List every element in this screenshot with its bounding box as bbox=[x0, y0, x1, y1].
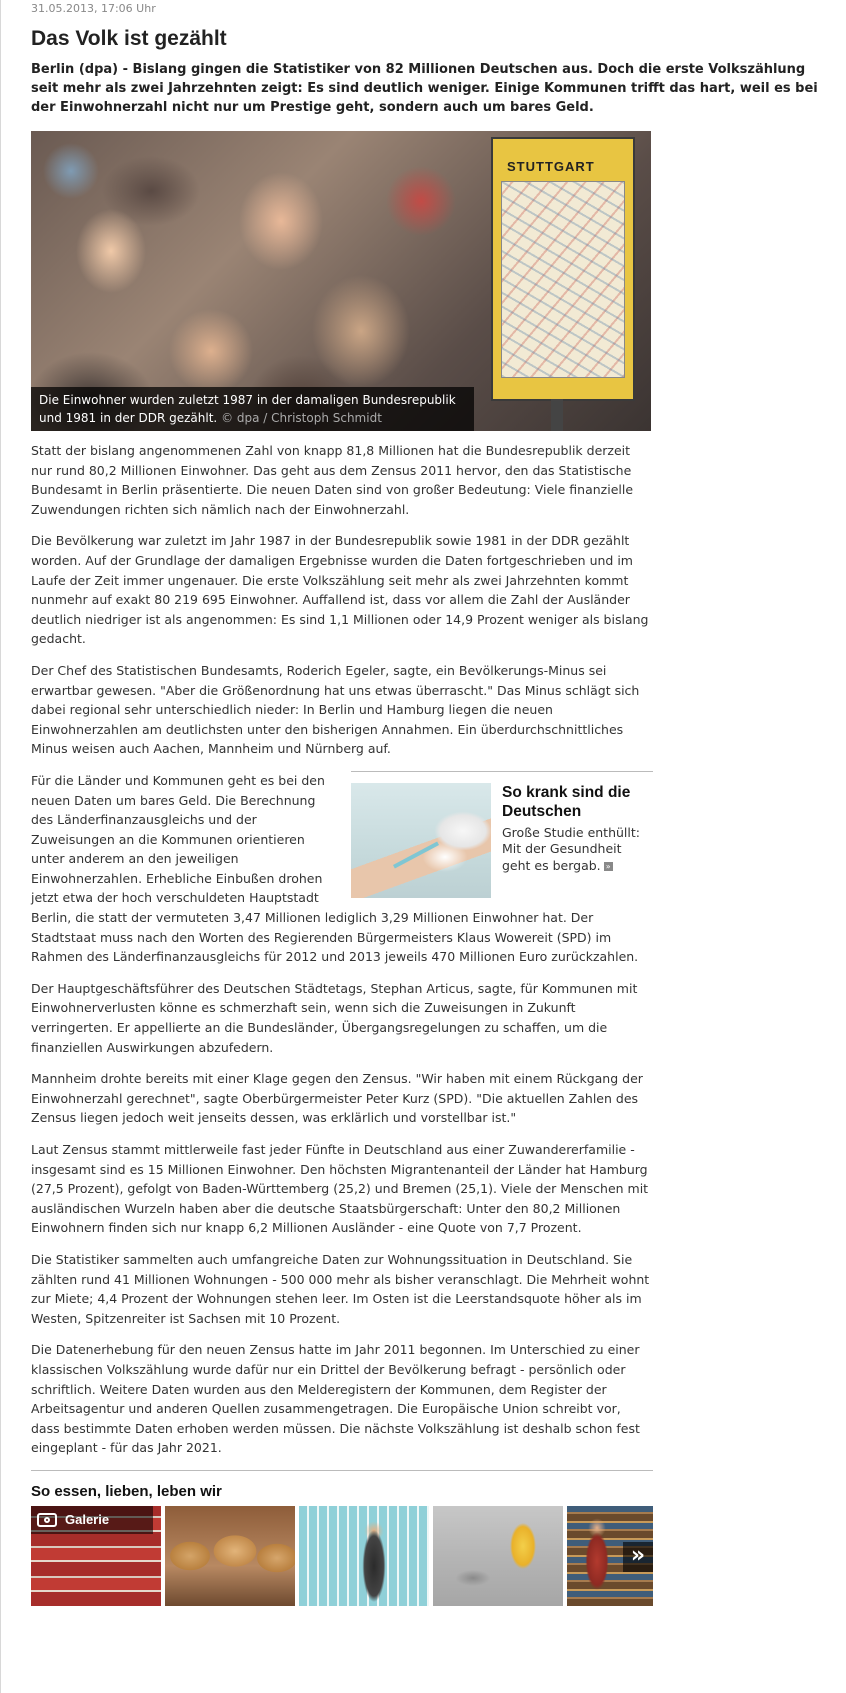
gallery-badge[interactable] bbox=[31, 1506, 153, 1534]
caption-text: Die Einwohner wurden zuletzt 1987 in der damaligen Bundesrepublik und 1981 in der DDR gezählt. bbox=[39, 393, 456, 425]
paragraph: Mannheim drohte bereits mit einer Klage gegen den Zensus. "Wir haben mit einem Rückgang der Einwohnerzahl gerechnet", sagte Oberbürgermeister Peter Kurz (SPD). "Die aktuellen Zahlen des Zensus liegen jedoch weit jenseits dessen, was erklärlich und vorstellbar ist." bbox=[31, 1071, 643, 1126]
paragraph: Die Bevölkerung war zuletzt im Jahr 1987 in der Bundesrepublik sowie 1981 in der DDR gezählt worden. Auf der Grundlage der damaligen Ergebnisse wurden die Daten fortgeschrieben und im Laufe der Zeit immer ungenauer. Die erste Volkszählung seit mehr als zwei Jahrzehnten kommt nunmehr auf exakt 80 219 695 Einwohner. Auffallend ist, dass vor allem die Zahl der Ausländer deutlich niedriger ist als angenommen: Es sind 1,1 Millionen oder 14,9 Prozent weniger als bislang gedacht. bbox=[31, 533, 649, 647]
gallery-thumb-bread[interactable] bbox=[165, 1506, 295, 1606]
paragraph: Der Hauptgeschäftsführer des Deutschen Städtetags, Stephan Articus, sagte, für Kommunen mit Einwohnerverlusten könne es schmerzhaft sein, wenn sich die Zuweisungen in Zukunft verringerten. Er appellierte an die Bundesländer, Übergangsregelungen zu schaffen, um die finanziellen Auswirkungen abzufedern. bbox=[31, 980, 638, 1055]
article-body bbox=[31, 441, 653, 1458]
gallery-strip bbox=[31, 1506, 653, 1606]
gallery-thumb-books[interactable] bbox=[567, 1506, 653, 1606]
hero-image bbox=[31, 131, 651, 431]
teaser-arrow-icon[interactable]: » bbox=[604, 862, 613, 871]
gallery-title: So essen, lieben, leben wir bbox=[31, 1482, 222, 1500]
paragraph: Die Statistiker sammelten auch umfangreiche Daten zur Wohnungssituation in Deutschland. Sie zählten rund 41 Millionen Wohnungen - 500 000 mehr als bisher veranschlagt. Die Mehrheit wohnt zur Miete; 4,4 Prozent der Wohnungen stehen leer. Im Osten ist die Leerstandsquote höher als im Westen, Spitzenreiter ist Sachsen mit 10 Prozent. bbox=[31, 1251, 650, 1326]
stuttgart-sign bbox=[491, 137, 635, 401]
paragraph: Statt der bislang angenommenen Zahl von knapp 81,8 Millionen hat die Bundesrepublik derzeit nur rund 80,2 Millionen Einwohner. Das geht aus dem Zensus 2011 hervor, den das Statistische Bundesamt in Berlin präsentierte. Die neuen Daten sind von großer Bedeutung: Viele finanzielle Zuwendungen richten sich nämlich nach der Einwohnerzahl. bbox=[31, 443, 634, 517]
sign-map bbox=[501, 181, 625, 378]
divider bbox=[31, 1470, 653, 1471]
gallery-badge-label: Galerie bbox=[65, 1511, 110, 1527]
paragraph: Die Datenerhebung für den neuen Zensus hatte im Jahr 2011 begonnen. Im Unterschied zu einer klassischen Volkszählung wurde dafür nur ein Drittel der Bevölkerung befragt - persönlich oder schriftlich. Weitere Daten wurden aus den Melderegistern der Kommunen, dem Register der Arbeitsagentur und anderen Quellen zusammengetragen. Die Europäische Union schreibt vor, dass bestimmte Daten erhoben werden müssen. Die nächste Volkszählung ist deshalb schon fest eingeplant - für das Jahr 2021. bbox=[31, 1342, 640, 1456]
gallery-thumb-beer[interactable] bbox=[433, 1506, 563, 1606]
page-left-border bbox=[0, 0, 1, 1693]
image-caption bbox=[31, 387, 474, 431]
gallery-thumb-woman[interactable] bbox=[299, 1506, 429, 1606]
gallery-next-icon[interactable]: » bbox=[623, 1542, 653, 1572]
paragraph: Laut Zensus stammt mittlerweile fast jeder Fünfte in Deutschland aus einer Zuwandererfamilie - insgesamt sind es 15 Millionen Einwohner. Den höchsten Migrantenanteil der Länder hat Hamburg (27,5 Prozent), gefolgt von Baden-Württemberg (25,2) und Bremen (25,1). Viele der Menschen mit ausländischen Wurzeln haben aber die deutsche Staatsbürgerschaft: Unter den 80,2 Millionen Einwohnern finden sich nur knapp 6,2 Millionen Ausländer - eine Quote von 7,7 Prozent. bbox=[31, 1142, 649, 1236]
camera-icon bbox=[37, 1513, 57, 1527]
caption-credit: © dpa / Christoph Schmidt bbox=[221, 411, 382, 425]
paragraph: Für die Länder und Kommunen geht es bei den neuen Daten um bares Geld. Die Berechnung des Länderfinanzausgleichs und der Zuweisungen an die Kommunen orientieren unter anderem an den jeweiligen Einwohnerzahlen. Erhebliche Einbußen drohen jetzt etwa der hoch verschuldeten Hauptstadt Berlin, die statt der vermuteten 3,47 Millionen lediglich 3,29 Millionen Einwohner hat. Der Stadtstaat muss nach den Worten des Regierenden Bürgermeisters Klaus Wowereit (SPD) im Rahmen des Länderfinanzausgleichs für 2012 und 2013 jeweils 470 Millionen Euro zurückzahlen. bbox=[31, 772, 639, 965]
related-teaser[interactable] bbox=[351, 771, 653, 898]
article-date: 31.05.2013, 17:06 Uhr bbox=[31, 2, 156, 15]
sign-title: STUTTGART bbox=[507, 159, 595, 174]
gallery-thumb-meat[interactable] bbox=[31, 1506, 161, 1606]
article-title: Das Volk ist gezählt bbox=[31, 27, 227, 50]
teaser-text-content: Große Studie enthüllt: Mit der Gesundheit geht es bergab. bbox=[502, 824, 640, 873]
teaser-image[interactable] bbox=[351, 783, 491, 898]
article-lead: Berlin (dpa) - Bislang gingen die Statistiker von 82 Millionen Deutschen aus. Doch die erste Volkszählung seit mehr als zwei Jahrzehnten zeigt: Es sind deutlich weniger. Einige Kommunen trifft das hart, weil es bei der Einwohnerzahl nicht nur um Prestige geht, sondern auch um bares Geld. bbox=[31, 62, 818, 115]
teaser-title[interactable]: So krank sind die Deutschen bbox=[502, 783, 631, 820]
syringe-icon bbox=[393, 841, 439, 868]
article bbox=[31, 0, 826, 1606]
paragraph: Der Chef des Statistischen Bundesamts, Roderich Egeler, sagte, ein Bevölkerungs-Minus sei erwartbar gewesen. "Aber die Größenordnung hat uns etwas überrascht." Das Minus schlägt sich dabei regional sehr unterschiedlich nieder: In Berlin und Hamburg liegen die neuen Einwohnerzahlen am deutlichsten unter den bisherigen Annahmen. Ein überdurchschnittliches Minus weisen auch Aachen, Mannheim und Nürnberg auf. bbox=[31, 662, 640, 757]
sign-post bbox=[551, 399, 563, 431]
